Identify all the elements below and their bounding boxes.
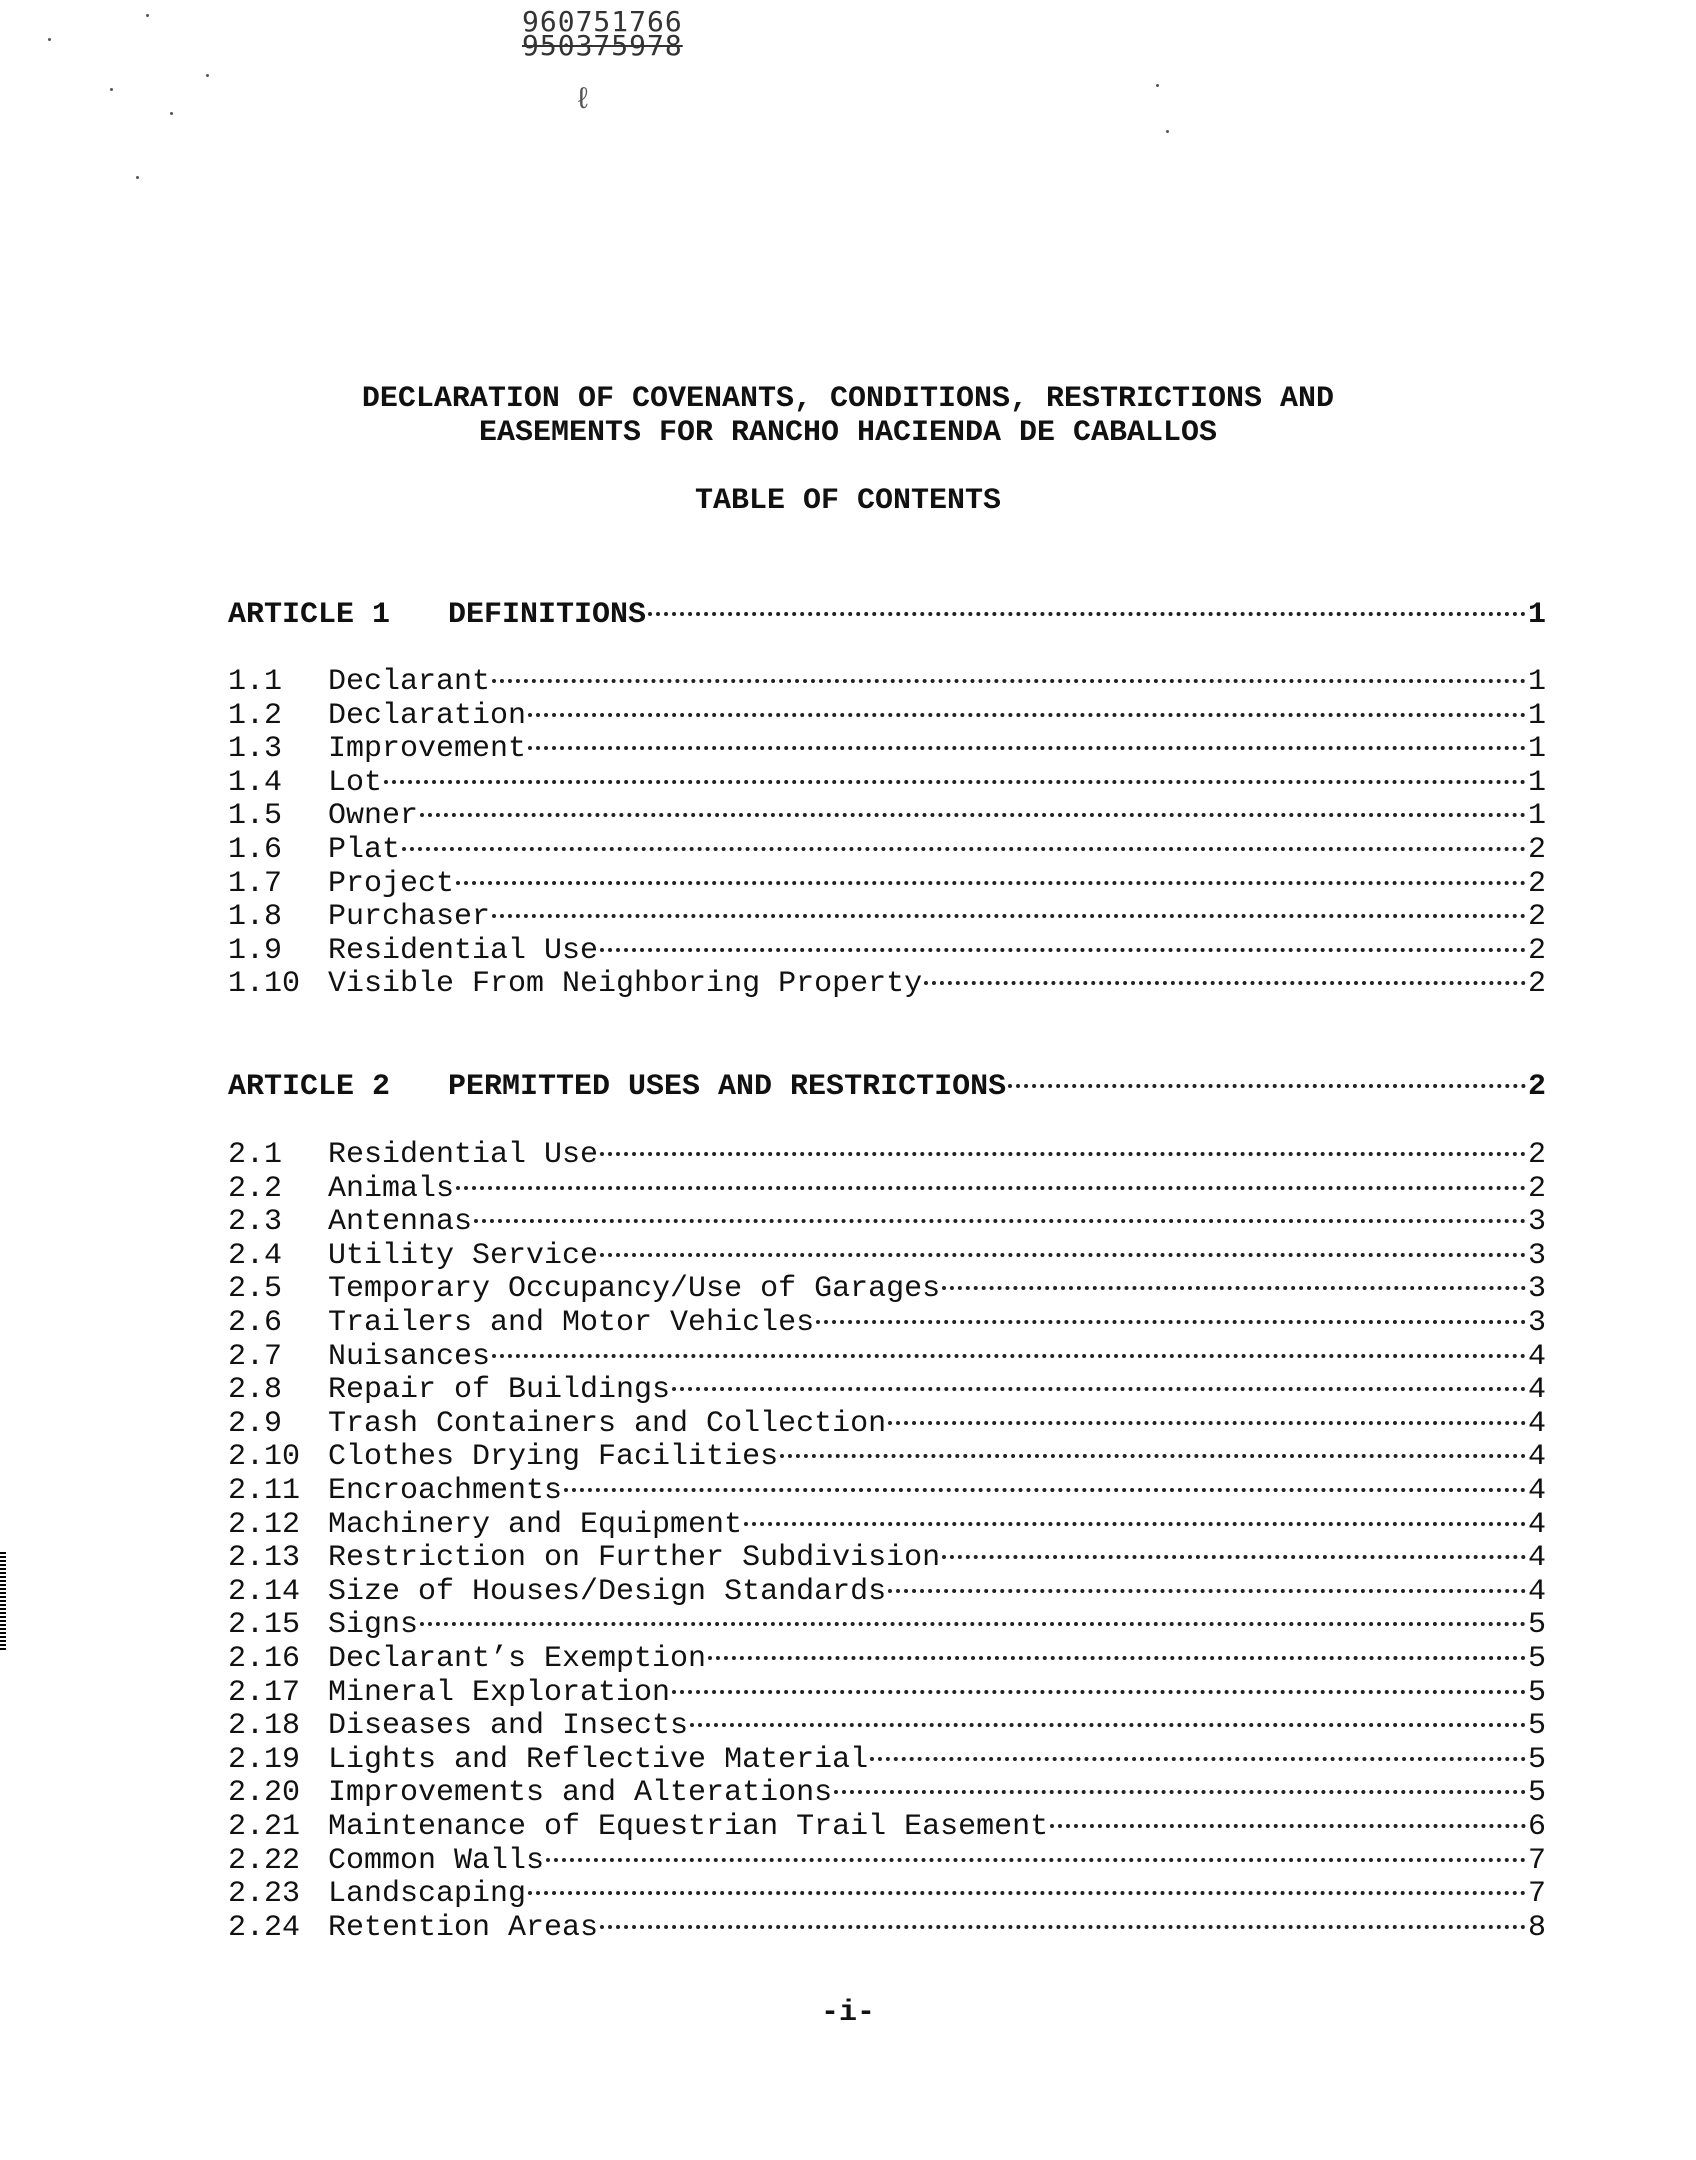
toc-entry-number: 1.9: [228, 933, 283, 968]
dot-leader: [600, 1895, 1526, 1929]
toc-entry-number: 1.2: [228, 698, 283, 733]
toc-entry-title: Mineral Exploration: [328, 1675, 671, 1710]
toc-entry-title: Improvements and Alterations: [328, 1776, 833, 1811]
dot-leader: [420, 783, 1526, 817]
toc-entry: [228, 1901, 1546, 1945]
toc-entry-number: 2.15: [228, 1608, 301, 1643]
toc-heading: TABLE OF CONTENTS: [694, 484, 1002, 518]
toc-entry-page: 4: [1527, 1339, 1546, 1374]
dot-leader: [456, 1156, 1526, 1190]
toc-entry-page: 3: [1527, 1238, 1546, 1273]
toc-entry-page: 2: [1527, 900, 1546, 935]
toc-entry-page: 5: [1527, 1776, 1546, 1811]
toc-entry-page: 7: [1527, 1843, 1546, 1878]
toc-entry-number: 2.12: [228, 1507, 301, 1542]
toc-entry-page: 8: [1527, 1910, 1546, 1945]
toc-entry-title: Trash Containers and Collection: [328, 1406, 887, 1441]
toc-entry-number: 2.10: [228, 1440, 301, 1475]
dot-leader: [888, 1391, 1526, 1425]
toc-entry-page: 5: [1527, 1742, 1546, 1777]
toc-entry-number: 2.11: [228, 1474, 301, 1508]
dot-leader: [564, 1458, 1526, 1492]
dot-leader: [924, 951, 1526, 985]
dot-leader: [420, 1592, 1526, 1626]
toc-entry-number: 1.5: [228, 799, 283, 834]
toc-entry-page: 5: [1527, 1709, 1546, 1744]
stamp-initial-icon: ℓ: [574, 84, 593, 118]
toc-entry-title: Size of Houses/Design Standards: [328, 1574, 887, 1609]
dot-leader: [600, 1223, 1526, 1257]
toc-entry-title: Purchaser: [328, 900, 491, 935]
toc-entry-title: Diseases and Insects: [328, 1709, 689, 1744]
dot-leader: [648, 582, 1526, 616]
toc-entry-title: Declarant’s Exemption: [328, 1642, 707, 1676]
toc-entry-title: Nuisances: [328, 1339, 491, 1374]
toc-entry-page: 5: [1527, 1642, 1546, 1676]
toc-entry-title: Restriction on Further Subdivision: [328, 1541, 941, 1576]
dot-leader: [672, 1660, 1526, 1694]
toc-entry-title: Common Walls: [328, 1843, 545, 1878]
toc-entry-page: 3: [1527, 1272, 1546, 1307]
title-line-2: EASEMENTS FOR RANCHO HACIENDA DE CABALLOS: [478, 416, 1218, 450]
dot-leader: [672, 1357, 1526, 1391]
document-stamp: [522, 5, 722, 62]
dot-leader: [942, 1256, 1526, 1290]
toc-entry-number: 2.24: [228, 1910, 301, 1945]
toc-entry-number: 2.16: [228, 1642, 301, 1676]
toc-entry-page: 5: [1527, 1608, 1546, 1643]
toc-entry-number: 2.13: [228, 1541, 301, 1576]
toc-entry-title: Maintenance of Equestrian Trail Easement: [328, 1810, 1049, 1844]
dot-leader: [1008, 1054, 1526, 1088]
toc-article-entry: [228, 1060, 1546, 1104]
dot-leader: [870, 1727, 1526, 1761]
toc-entry-number: 1.6: [228, 833, 283, 867]
toc-entry-number: 2.21: [228, 1810, 301, 1844]
toc-entry-title: Improvement: [328, 732, 527, 767]
toc-entry: [228, 957, 1546, 1002]
toc-entry-number: 2.23: [228, 1877, 301, 1912]
toc-entry-number: 2.8: [228, 1373, 283, 1408]
dot-leader: [834, 1760, 1526, 1794]
toc-entry-number: 1.7: [228, 866, 283, 901]
toc-entry-page: 2: [1527, 1171, 1546, 1206]
toc-entry-number: 2.2: [228, 1171, 283, 1206]
dot-leader: [942, 1525, 1526, 1559]
toc-entry-page: 6: [1527, 1810, 1546, 1844]
toc-entry-title: DEFINITIONS: [448, 598, 647, 632]
toc-entry-page: 1: [1527, 665, 1546, 699]
toc-entry-page: 4: [1527, 1406, 1546, 1441]
toc-entry-number: 2.4: [228, 1238, 283, 1273]
dot-leader: [690, 1693, 1526, 1727]
dot-leader: [1050, 1794, 1526, 1828]
dot-leader: [456, 851, 1526, 885]
toc-entry-number: 2.6: [228, 1306, 283, 1340]
toc-entry-number: ARTICLE 1: [228, 598, 391, 632]
dot-leader: [744, 1492, 1526, 1526]
toc-entry-number: 2.19: [228, 1742, 301, 1777]
toc-entry-number: 2.3: [228, 1205, 283, 1240]
toc-entry-page: 2: [1527, 833, 1546, 867]
toc-entry-title: Antennas: [328, 1205, 473, 1240]
page-number: -i-: [820, 1996, 875, 2030]
scan-edge-mark: [0, 1552, 6, 1652]
toc-entry-number: 1.3: [228, 732, 283, 767]
toc-entry-number: 1.1: [228, 665, 283, 699]
scan-speck: [146, 14, 149, 17]
toc-entry-page: 2: [1527, 1070, 1546, 1104]
toc-entry-page: 1: [1527, 698, 1546, 733]
toc-entry-title: Animals: [328, 1171, 455, 1206]
toc-entry-page: 4: [1527, 1574, 1546, 1609]
toc-entry-number: 2.17: [228, 1675, 301, 1710]
toc-entry-page: 3: [1527, 1306, 1546, 1340]
toc-entry-title: Encroachments: [328, 1474, 563, 1508]
toc-entry-title: Lot: [328, 765, 383, 800]
toc-entry-page: 1: [1527, 765, 1546, 800]
toc-entry-page: 4: [1527, 1474, 1546, 1508]
document-title: [0, 382, 1696, 450]
toc-entry-title: Residential Use: [328, 933, 599, 968]
toc-entry-page: 4: [1527, 1373, 1546, 1408]
dot-leader: [474, 1189, 1526, 1223]
toc-entry-page: 3: [1527, 1205, 1546, 1240]
toc-entry-title: Clothes Drying Facilities: [328, 1440, 779, 1475]
toc-entry-title: Project: [328, 866, 455, 901]
dot-leader: [492, 884, 1526, 918]
toc-entry-number: 2.9: [228, 1406, 283, 1441]
toc-entry-title: Visible From Neighboring Property: [328, 967, 923, 1002]
toc-entry-number: 2.7: [228, 1339, 283, 1374]
toc-entry-title: Landscaping: [328, 1877, 527, 1912]
dot-leader: [492, 1324, 1526, 1358]
dot-leader: [888, 1559, 1526, 1593]
toc-entry-title: Repair of Buildings: [328, 1373, 671, 1408]
dot-leader: [708, 1626, 1526, 1660]
toc-entry-number: 2.14: [228, 1574, 301, 1609]
toc-entry-number: 1.8: [228, 900, 283, 935]
toc-entry-title: Trailers and Motor Vehicles: [328, 1306, 815, 1340]
dot-leader: [402, 817, 1526, 851]
toc-entry-number: ARTICLE 2: [228, 1070, 391, 1104]
stamp-number-current: 960751766: [522, 5, 683, 38]
dot-leader: [780, 1424, 1526, 1458]
toc-entry-page: 2: [1527, 933, 1546, 968]
title-line-1: DECLARATION OF COVENANTS, CONDITIONS, RESTRICTIONS AND: [361, 382, 1335, 416]
scan-speck: [206, 74, 209, 77]
toc-entry-page: 5: [1527, 1675, 1546, 1710]
dot-leader: [384, 750, 1526, 784]
dot-leader: [816, 1290, 1526, 1324]
toc-entry-page: 4: [1527, 1507, 1546, 1542]
toc-entry-title: Retention Areas: [328, 1910, 599, 1945]
scan-speck: [110, 88, 113, 91]
dot-leader: [528, 716, 1526, 750]
toc-entry-number: 2.18: [228, 1709, 301, 1744]
toc-entry-title: Owner: [328, 799, 419, 834]
toc-entry-number: 2.1: [228, 1138, 283, 1172]
toc-entry-title: Declarant: [328, 665, 491, 699]
toc-entry-page: 2: [1527, 1138, 1546, 1172]
toc-entry-page: 4: [1527, 1541, 1546, 1576]
dot-leader: [546, 1828, 1526, 1862]
toc-entry-title: Lights and Reflective Material: [328, 1742, 869, 1777]
scan-speck: [1166, 130, 1169, 133]
toc-entry-number: 1.4: [228, 765, 283, 800]
toc-entry-page: 2: [1527, 967, 1546, 1002]
stamp-number-struck: 950375978: [522, 29, 683, 62]
toc-entry-title: Signs: [328, 1608, 419, 1643]
dot-leader: [600, 1122, 1526, 1156]
scan-speck: [1156, 84, 1159, 87]
toc-entry-title: Plat: [328, 833, 401, 867]
scan-speck: [48, 38, 51, 41]
toc-entry-page: 1: [1527, 598, 1546, 632]
toc-entry-number: 1.10: [228, 967, 301, 1002]
toc-entry-title: Residential Use: [328, 1138, 599, 1172]
scan-speck: [136, 176, 139, 179]
toc-entry-title: Machinery and Equipment: [328, 1507, 743, 1542]
toc-entry-number: 2.5: [228, 1272, 283, 1307]
toc-entry-title: PERMITTED USES AND RESTRICTIONS: [448, 1070, 1007, 1104]
toc-entry-page: 4: [1527, 1440, 1546, 1475]
toc-entry-page: 7: [1527, 1877, 1546, 1912]
dot-leader: [600, 918, 1526, 952]
toc-entry-number: 2.22: [228, 1843, 301, 1878]
scan-speck: [170, 112, 173, 115]
toc-entry-title: Utility Service: [328, 1238, 599, 1273]
dot-leader: [528, 1861, 1526, 1895]
toc-entry-title: Temporary Occupancy/Use of Garages: [328, 1272, 941, 1307]
dot-leader: [492, 649, 1526, 683]
toc-entry-number: 2.20: [228, 1776, 301, 1811]
toc-entry-title: Declaration: [328, 698, 527, 733]
toc-article-entry: [228, 588, 1546, 632]
toc-entry-page: 1: [1527, 799, 1546, 834]
toc-entry-page: 1: [1527, 732, 1546, 767]
toc-entry-page: 2: [1527, 866, 1546, 901]
dot-leader: [528, 683, 1526, 717]
